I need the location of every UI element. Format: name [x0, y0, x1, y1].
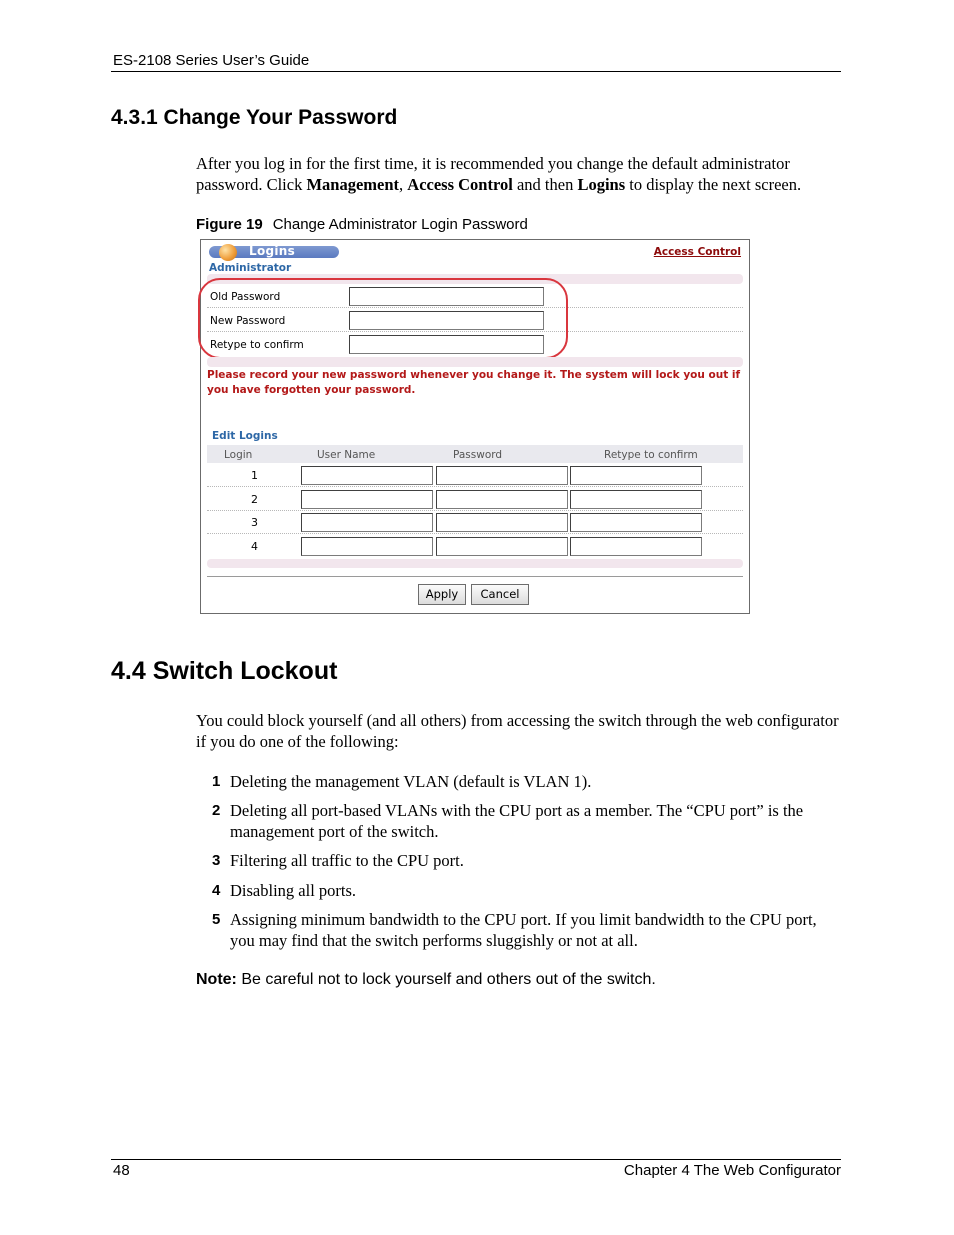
column-header: Password	[453, 449, 503, 461]
logins-table-header	[207, 445, 743, 463]
figure-number: Figure 19	[196, 216, 263, 233]
user-name-input[interactable]	[301, 466, 433, 485]
user-name-input[interactable]	[301, 490, 433, 509]
list-text: Assigning minimum bandwidth to the CPU port. If you limit bandwidth to the CPU port, you may find that the switch performs sluggishly or not at all.	[230, 910, 817, 950]
column-header: Login	[224, 449, 253, 461]
list-text: Deleting all port-based VLANs with the CPU port as a member. The “CPU port” is the management port of the switch.	[230, 801, 804, 841]
list-text: Disabling all ports.	[230, 881, 357, 900]
button-divider	[207, 576, 743, 577]
password-input[interactable]	[436, 490, 568, 509]
running-header: ES-2108 Series User’s Guide	[113, 52, 310, 69]
list-number: 2	[212, 802, 221, 819]
footer-divider	[111, 1159, 841, 1160]
list-number: 4	[212, 882, 221, 899]
list-text: Deleting the management VLAN (default is VLAN 1).	[230, 772, 592, 791]
retype-input[interactable]	[570, 490, 702, 509]
note	[196, 971, 656, 989]
note-text: Be careful not to lock yourself and others out of the switch.	[236, 971, 656, 988]
administrator-section-title: Administrator	[209, 262, 292, 274]
figure-caption	[196, 216, 528, 233]
lockout-intro: You could block yourself (and all others) from accessing the switch through the web configurator if you do one of the following:	[196, 711, 839, 751]
section-bar	[207, 357, 743, 367]
cancel-button[interactable]: Cancel	[471, 584, 529, 605]
table-footer-bar	[207, 559, 743, 568]
column-header: Retype to confirm	[604, 449, 698, 461]
intro-paragraph: After you log in for the first time, it is recommended you change the default administrator password. Click Management, Access Control and then Logins to display the next screen.	[196, 154, 802, 194]
password-input[interactable]	[436, 466, 568, 485]
password-input[interactable]	[436, 513, 568, 532]
orange-ball-icon	[219, 244, 237, 261]
note-label: Note:	[196, 971, 237, 988]
figure-title: Change Administrator Login Password	[272, 216, 528, 233]
logins-screen	[200, 239, 750, 614]
column-header: User Name	[317, 449, 376, 461]
list-number: 5	[212, 911, 221, 928]
old-password-label: Old Password	[210, 291, 281, 303]
edit-logins-title: Edit Logins	[212, 430, 278, 442]
warning-message: Please record your new password whenever you change it. The system will lock you out if you have forgotten your password.	[207, 369, 741, 396]
user-name-input[interactable]	[301, 537, 433, 556]
user-name-input[interactable]	[301, 513, 433, 532]
table-row	[207, 464, 743, 487]
login-number: 1	[251, 469, 258, 482]
list-text: Filtering all traffic to the CPU port.	[230, 851, 464, 870]
retype-password-label: Retype to confirm	[210, 339, 304, 351]
password-input[interactable]	[436, 537, 568, 556]
logins-tab-label: Logins	[249, 244, 296, 258]
table-row	[207, 488, 743, 511]
login-number: 2	[251, 493, 258, 506]
retype-input[interactable]	[570, 537, 702, 556]
section-heading-4-3-1: 4.3.1 Change Your Password	[111, 106, 398, 129]
access-control-link[interactable]: Access Control	[653, 246, 741, 258]
chapter-title: Chapter 4 The Web Configurator	[623, 1162, 841, 1179]
header-divider	[111, 71, 841, 72]
table-row	[207, 511, 743, 534]
highlight-oval	[198, 278, 568, 359]
new-password-label: New Password	[210, 315, 286, 327]
section-heading-4-4: 4.4 Switch Lockout	[111, 657, 338, 685]
apply-button[interactable]: Apply	[418, 584, 466, 605]
list-number: 3	[212, 852, 221, 869]
retype-input[interactable]	[570, 466, 702, 485]
list-number: 1	[212, 773, 221, 790]
retype-input[interactable]	[570, 513, 702, 532]
login-number: 3	[251, 516, 258, 529]
login-number: 4	[251, 540, 258, 553]
table-row	[207, 535, 743, 558]
page-number: 48	[113, 1162, 130, 1179]
